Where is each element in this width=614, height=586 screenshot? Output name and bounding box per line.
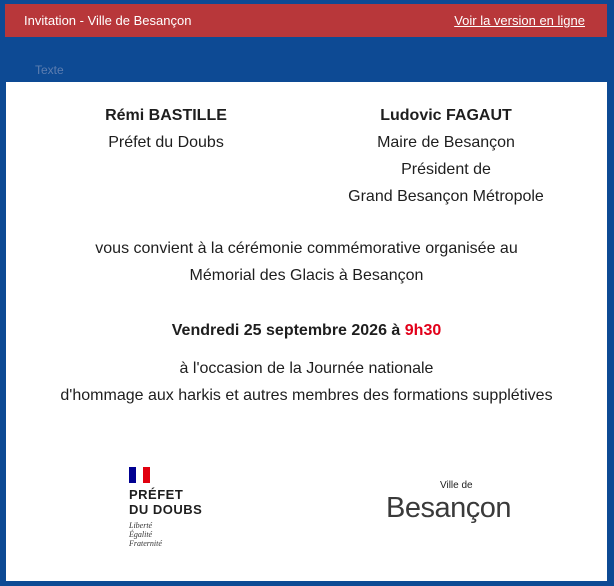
ville-de-besancon-logo	[386, 480, 511, 540]
signatory-role: Préfet du Doubs	[108, 134, 224, 151]
occasion-text	[6, 355, 607, 409]
email-title: Invitation - Ville de Besançon	[24, 13, 192, 28]
event-date	[6, 317, 607, 344]
logo-text: PRÉFET	[129, 487, 184, 502]
republic-motto	[129, 521, 162, 548]
logo-text: Ville de	[440, 480, 473, 491]
invitation-text	[6, 235, 607, 289]
event-date-text: Vendredi 25 septembre 2026 à	[171, 322, 405, 339]
logo-text: Besançon	[386, 492, 511, 524]
signatory-name: Rémi BASTILLE	[105, 107, 227, 124]
signatory-role: Grand Besançon Métropole	[348, 188, 544, 205]
occasion-line: à l'occasion de la Journée nationale	[179, 360, 434, 377]
logo-text: DU DOUBS	[129, 502, 203, 517]
signatory-role: Maire de Besançon	[377, 134, 515, 151]
motto-line: Égalité	[129, 530, 153, 539]
invitation-line: vous convient à la cérémonie commémorative organisée au	[95, 240, 518, 257]
signatory-name: Ludovic FAGAUT	[380, 107, 512, 124]
signatory-role: Président de	[401, 161, 491, 178]
invitation-card	[6, 82, 607, 581]
event-time: 9h30	[404, 322, 442, 339]
motto-line: Fraternité	[129, 539, 162, 548]
signatory-mayor	[321, 102, 571, 210]
invitation-line: Mémorial des Glacis à Besançon	[189, 267, 424, 284]
prefet-du-doubs-logo	[119, 457, 221, 557]
header-bar	[5, 4, 607, 37]
placeholder-text: Texte	[35, 63, 64, 77]
signatory-prefet	[66, 102, 266, 156]
view-online-link[interactable]: Voir la version en ligne	[454, 13, 585, 28]
occasion-line: d'hommage aux harkis et autres membres des formations supplétives	[60, 387, 553, 404]
marianne-flag-icon	[129, 467, 151, 483]
motto-line: Liberté	[129, 521, 153, 530]
